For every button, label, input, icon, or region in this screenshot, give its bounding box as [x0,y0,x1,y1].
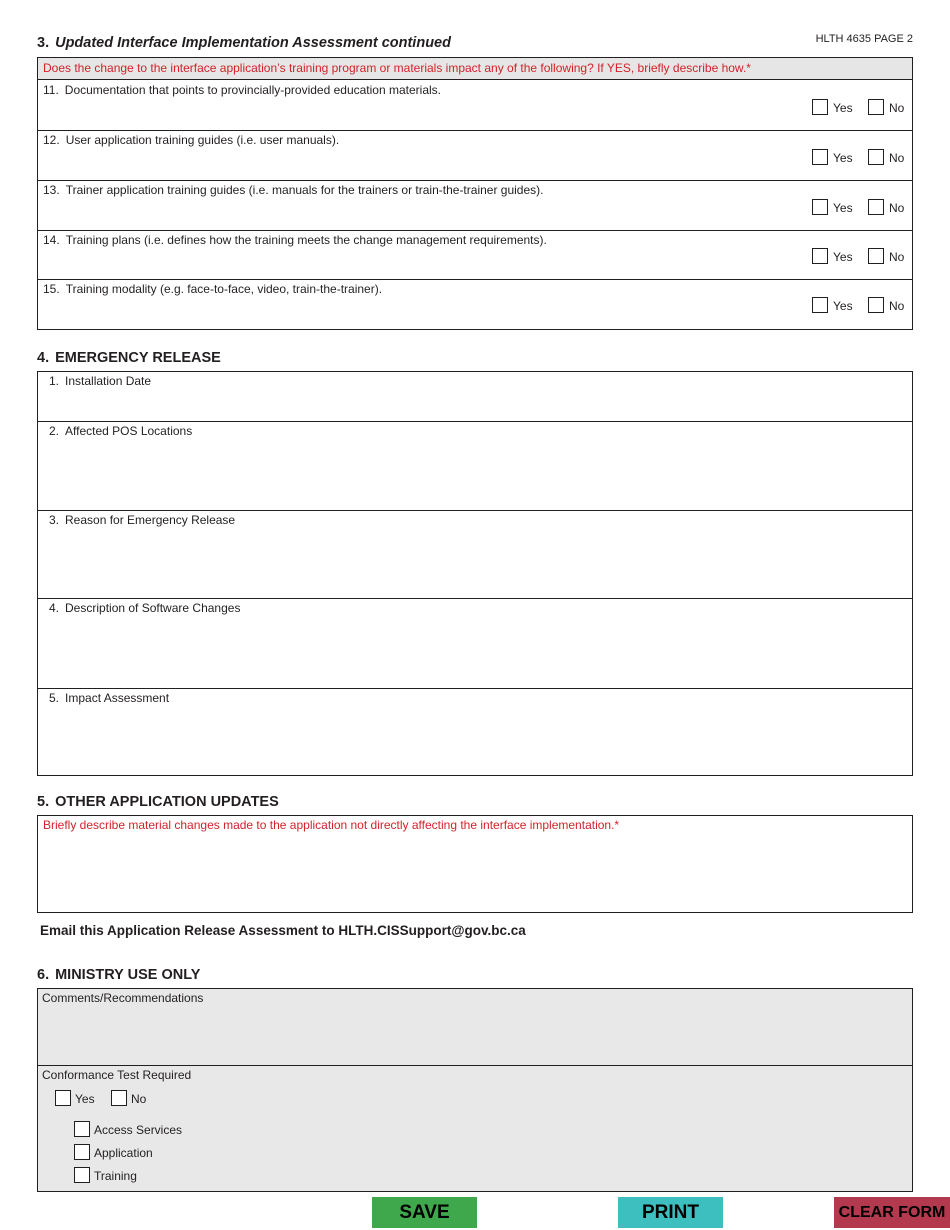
section-4-box [37,371,913,776]
no-label-14: No [889,250,905,264]
section-5-heading: OTHER APPLICATION UPDATES [55,794,279,810]
question-row-13 [38,181,912,231]
comments-label: Comments/Recommendations [42,991,204,1005]
yes-checkbox-15[interactable] [812,297,828,313]
section-3-box [37,57,913,330]
save-button[interactable]: SAVE [372,1197,477,1228]
print-button[interactable]: PRINT [618,1197,723,1228]
no-checkbox-12[interactable] [868,149,884,165]
ministry-use-box [37,988,913,1192]
access-services-label: Access Services [94,1123,183,1137]
email-instruction: Email this Application Release Assessment to HLTH.CISSupport@gov.bc.ca [40,923,526,938]
other-updates-field[interactable] [37,815,913,913]
question-label-11: 11. Documentation that points to provincially-provided education materials. [43,83,441,97]
training-label: Training [94,1169,137,1183]
no-label-11: No [889,101,905,115]
no-checkbox-13[interactable] [868,199,884,215]
form-id: HLTH 4635 PAGE 2 [815,33,913,45]
question-row-15 [38,280,912,329]
section-4-heading: EMERGENCY RELEASE [55,350,221,366]
access-services-checkbox[interactable] [74,1121,90,1137]
conformance-yes-checkbox[interactable] [55,1090,71,1106]
section-3-heading: Updated Interface Implementation Assessment continued [55,35,451,51]
conformance-label: Conformance Test Required [42,1068,192,1082]
yes-checkbox-12[interactable] [812,149,828,165]
reason-label: 3. Reason for Emergency Release [49,513,236,527]
pos-locations-label: 2. Affected POS Locations [49,424,193,438]
installation-date-label: 1. Installation Date [49,374,152,388]
conformance-no-label: No [131,1092,147,1106]
section-3-question: Does the change to the interface application’s training program or materials impact any of the following? If YES, briefly describe how.* [43,61,751,75]
section-6-title [37,967,200,983]
question-row-12 [38,131,912,181]
application-checkbox[interactable] [74,1144,90,1160]
yes-label-15: Yes [833,299,853,313]
comments-field[interactable] [38,989,912,1066]
emergency-row-software-changes[interactable] [38,599,912,689]
question-label-15: 15. Training modality (e.g. face-to-face, video, train-the-trainer). [43,282,383,296]
question-label-13: 13. Trainer application training guides (i.e. manuals for the trainers or train-the-trainer guides). [43,183,544,197]
no-label-13: No [889,201,905,215]
no-checkbox-11[interactable] [868,99,884,115]
section-5-number: 5. [37,794,50,810]
question-row-11 [38,81,912,131]
no-checkbox-14[interactable] [868,248,884,264]
emergency-row-reason[interactable] [38,511,912,599]
emergency-row-impact[interactable] [38,689,912,775]
no-label-15: No [889,299,905,313]
section-6-heading: MINISTRY USE ONLY [55,967,201,983]
question-row-14 [38,231,912,280]
conformance-no-checkbox[interactable] [111,1090,127,1106]
section-3-number: 3. [37,35,50,51]
clear-form-button[interactable]: CLEAR FORM [834,1197,950,1228]
no-checkbox-15[interactable] [868,297,884,313]
software-changes-label: 4. Description of Software Changes [49,601,241,615]
yes-label-11: Yes [833,101,853,115]
conformance-yes-label: Yes [75,1092,95,1106]
emergency-row-pos-locations[interactable] [38,422,912,511]
no-label-12: No [889,151,905,165]
question-label-14: 14. Training plans (i.e. defines how the training meets the change management requirements). [43,233,547,247]
yes-label-13: Yes [833,201,853,215]
yes-label-12: Yes [833,151,853,165]
section-3-question-bar [38,58,912,80]
yes-checkbox-13[interactable] [812,199,828,215]
training-checkbox[interactable] [74,1167,90,1183]
yes-label-14: Yes [833,250,853,264]
section-4-number: 4. [37,350,50,366]
application-label: Application [94,1146,153,1160]
section-6-number: 6. [37,967,50,983]
emergency-row-installation-date[interactable] [38,372,912,422]
section-5-title [37,794,279,810]
conformance-area [38,1066,912,1191]
section-3-title [37,35,451,51]
impact-label: 5. Impact Assessment [49,691,170,705]
section-4-title [37,350,221,366]
yes-checkbox-14[interactable] [812,248,828,264]
other-updates-instruction: Briefly describe material changes made to the application not directly affecting the interface implementation.* [43,818,620,832]
question-label-12: 12. User application training guides (i.e. user manuals). [43,133,340,147]
yes-checkbox-11[interactable] [812,99,828,115]
